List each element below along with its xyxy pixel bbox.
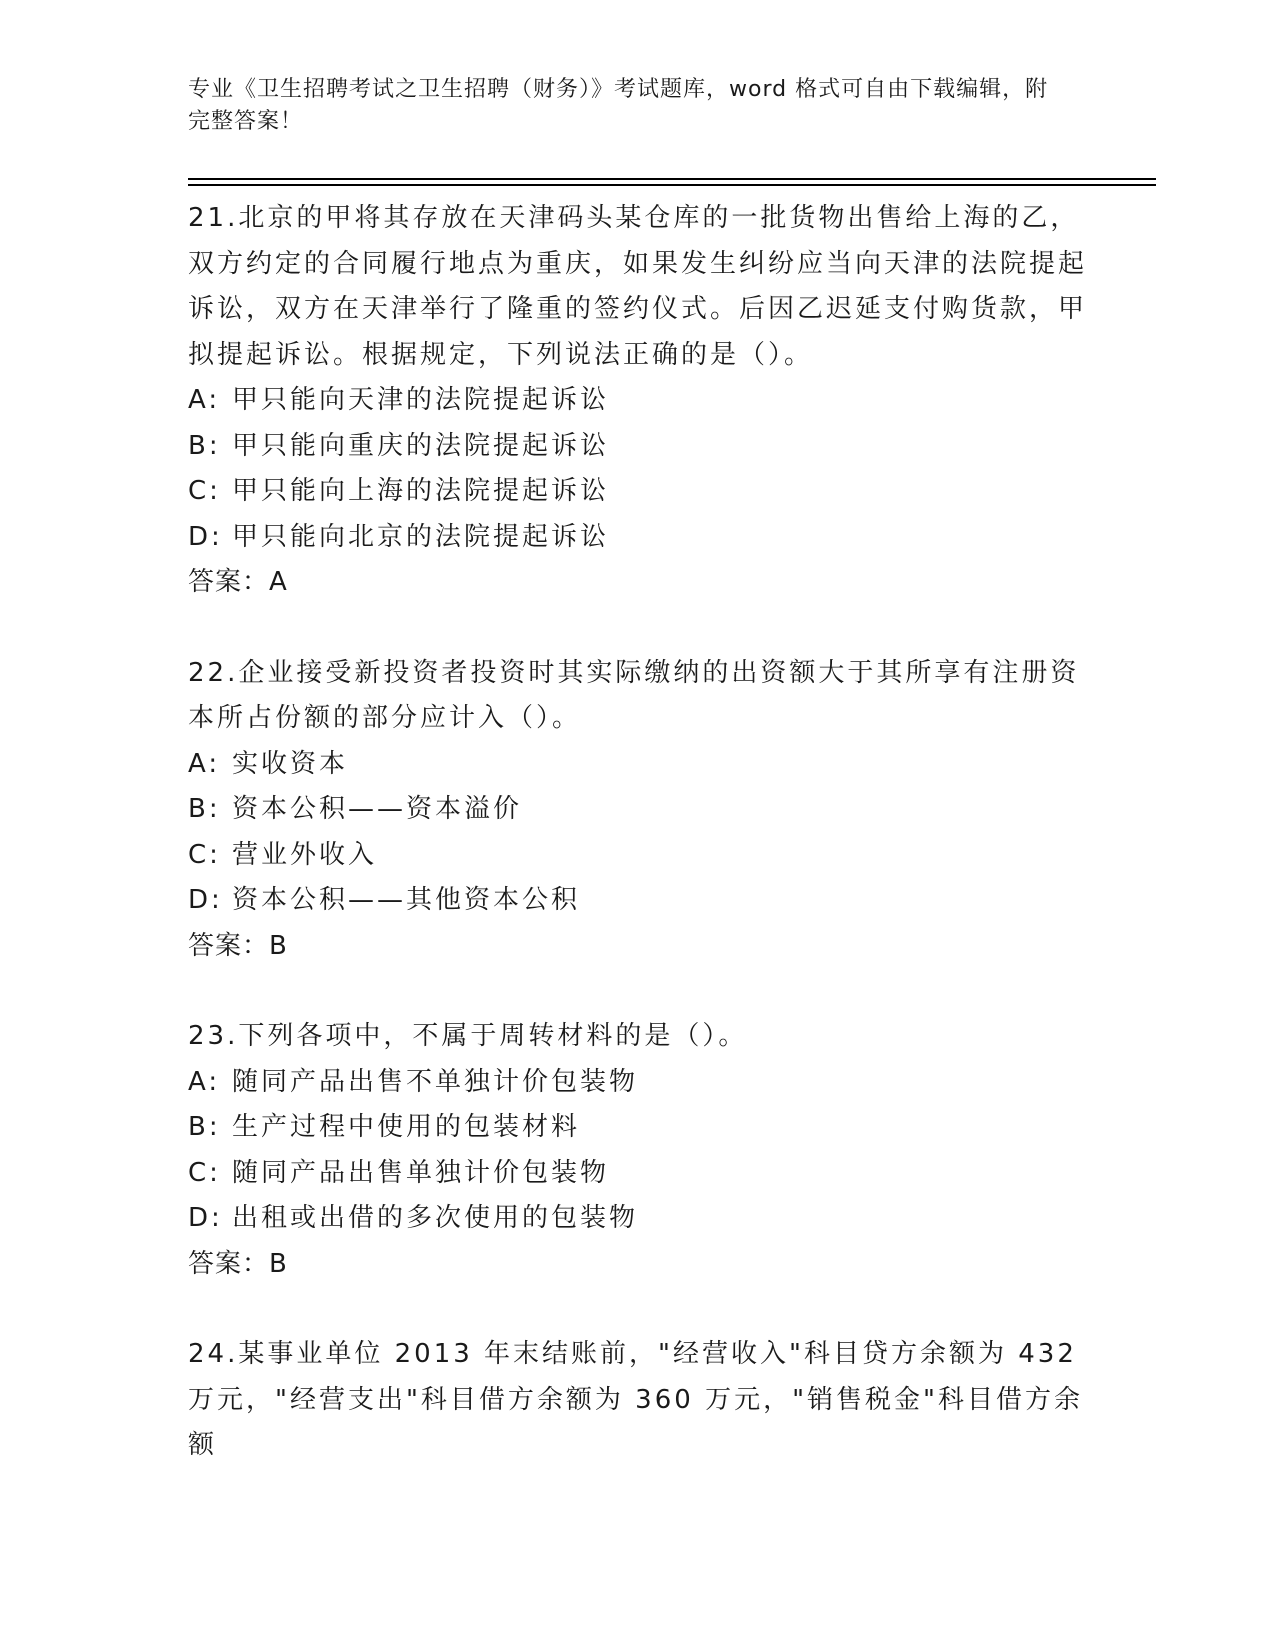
option-b	[188, 424, 1088, 470]
question-22	[188, 651, 1088, 970]
option-b	[188, 787, 1088, 833]
option-b	[188, 1105, 1088, 1151]
option-a	[188, 742, 1088, 788]
question-text: 24.某事业单位 2013 年末结账前，"经营收入"科目贷方余额为 432 万元，"经营支出"科目借方余额为 360 万元，"销售税金"科目借方余额	[188, 1339, 1083, 1460]
question-24	[188, 1332, 1088, 1469]
question-text: 21.北京的甲将其存放在天津码头某仓库的一批货物出售给上海的乙，双方约定的合同履行地点为重庆，如果发生纠纷应当向天津的法院提起诉讼，双方在天津举行了隆重的签约仪式。后因乙迟延支付购货款，甲拟提起诉讼。根据规定，下列说法正确的是（）。	[188, 203, 1088, 370]
option-a	[188, 1060, 1088, 1106]
option-letter: D:	[188, 885, 223, 915]
option-letter: C:	[188, 476, 221, 506]
option-text: 随同产品出售单独计价包装物	[232, 1157, 610, 1188]
option-text: 出租或出借的多次使用的包装物	[232, 1203, 639, 1233]
option-d	[188, 515, 1088, 561]
question-23	[188, 1014, 1088, 1287]
option-d	[188, 1196, 1088, 1242]
option-text: 甲只能向北京的法院提起诉讼	[232, 521, 610, 552]
option-text: 资本公积——其他资本公积	[232, 885, 581, 915]
answer-line: 答案：B	[188, 1248, 288, 1279]
option-c	[188, 469, 1088, 515]
answer-line: 答案：B	[188, 930, 288, 961]
option-letter: A:	[188, 385, 221, 415]
question-21	[188, 196, 1088, 606]
option-letter: B:	[188, 1112, 221, 1142]
option-a	[188, 378, 1088, 424]
document-header: 专业《卫生招聘考试之卫生招聘（财务）》考试题库，word 格式可自由下载编辑，附完整答案！	[188, 77, 1049, 134]
option-c	[188, 1151, 1088, 1197]
option-d	[188, 878, 1088, 924]
option-letter: C:	[188, 839, 221, 870]
option-text: 甲只能向重庆的法院提起诉讼	[232, 430, 610, 461]
option-letter: A:	[188, 748, 221, 779]
option-text: 营业外收入	[232, 839, 378, 870]
option-text: 资本公积——资本溢价	[232, 794, 523, 824]
option-text: 甲只能向上海的法院提起诉讼	[232, 476, 610, 506]
option-letter: A:	[188, 1066, 221, 1097]
option-text: 随同产品出售不单独计价包装物	[232, 1066, 639, 1097]
option-letter: D:	[188, 521, 223, 552]
option-letter: C:	[188, 1157, 221, 1188]
option-letter: B:	[188, 430, 221, 461]
answer-line: 答案：A	[188, 567, 288, 597]
option-letter: D:	[188, 1203, 223, 1233]
option-letter: B:	[188, 794, 221, 824]
header-divider-bottom	[188, 184, 1156, 186]
question-text: 22.企业接受新投资者投资时其实际缴纳的出资额大于其所享有注册资本所占份额的部分应计入（）。	[188, 657, 1080, 733]
question-text: 23.下列各项中，不属于周转材料的是（）。	[188, 1021, 748, 1051]
option-c	[188, 833, 1088, 879]
option-text: 实收资本	[232, 748, 349, 779]
option-text: 甲只能向天津的法院提起诉讼	[232, 385, 610, 415]
header-divider-top	[188, 178, 1156, 180]
question-list	[188, 196, 1088, 1469]
option-text: 生产过程中使用的包装材料	[232, 1112, 581, 1142]
